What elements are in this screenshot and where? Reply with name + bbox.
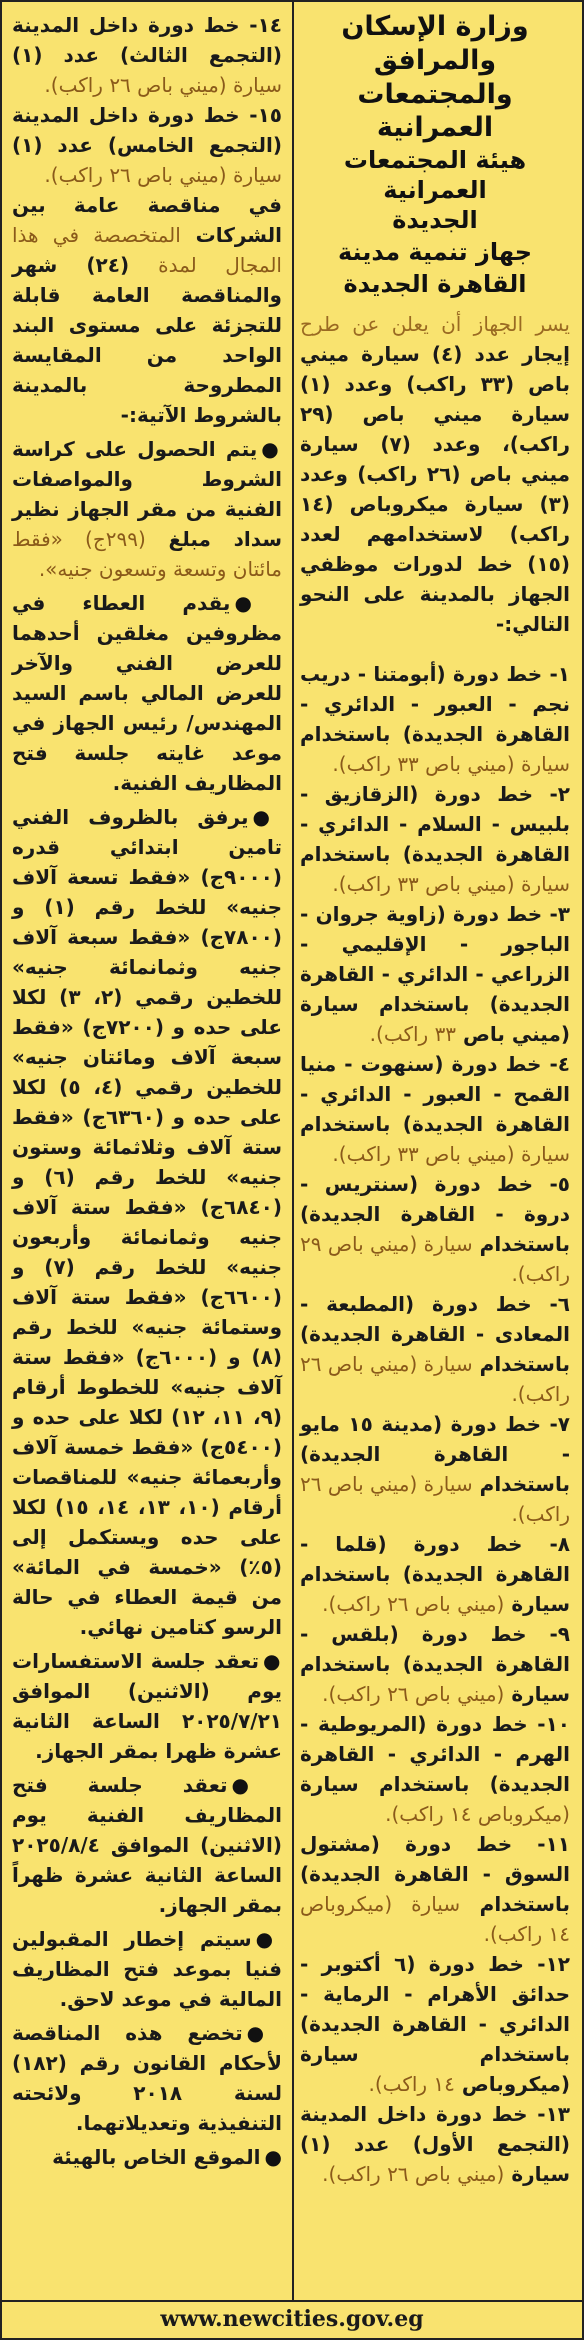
condition-text: سيتم إخطار المقبولين فنيا بموعد فتح المظاريف المالية في موعد لاحق.: [12, 1927, 282, 2011]
route-vehicle: سيارة (ميني باص ٢٩ راكب).: [300, 1232, 570, 1286]
route-text: ٨- خط دورة (قلما - القاهرة الجديدة) باستخدام سيارة: [300, 1532, 570, 1616]
ad-header: [300, 10, 570, 299]
route-vehicle: سيارة (ميني باص ٢٦ راكب).: [44, 163, 282, 187]
route-text: ١٢- خط دورة (٦ أكتوبر - حدائق الأهرام - الرماية - الدائري - القاهرة الجديدة) باستخدام سيارة (ميكروباص: [300, 1952, 570, 2096]
route-text: ٥- خط دورة (سنتريس - دروة - القاهرة الجديدة) باستخدام: [300, 1172, 570, 1256]
route-vehicle: ٣٣ راكب).: [369, 1022, 457, 1046]
bullet-icon: ●: [231, 1773, 282, 1797]
announcement-intro: [300, 309, 570, 639]
ministry-line-2: والمجتمعات العمرانية: [357, 78, 513, 144]
route-vehicle: (ميني باص ٢٦ راكب).: [322, 1682, 505, 1706]
route-vehicle: (ميكروباص ١٤ راكب).: [385, 1802, 570, 1826]
route-vehicle: (ميني باص ٢٦ راكب).: [322, 2162, 505, 2186]
bullet-icon: ●: [234, 591, 283, 615]
route-text: ١٣- خط دورة داخل المدينة (التجمع الأول) عدد (١) سيارة: [300, 2102, 570, 2186]
bullet-icon: ●: [263, 1649, 282, 1673]
route-item: [300, 779, 570, 899]
condition-text: يتم الحصول على كراسة الشروط والمواصفات الفنية من مقر الجهاز نظير سداد مبلغ: [12, 437, 282, 551]
website-link[interactable]: www.newcities.gov.eg: [160, 2306, 424, 2332]
route-text: ١٠- خط دورة (المريوطية - الهرم - الدائري - القاهرة الجديدة) باستخدام سيارة: [300, 1712, 570, 1796]
route-text: ٩- خط دورة (بلقس - القاهرة الجديدة) باستخدام سيارة: [300, 1622, 570, 1706]
route-text: ٣- خط دورة (زاوية جروان - الباجور - الإقليمي - الزراعي - الدائري - القاهرة الجديدة) باستخدام سيارة (ميني باص: [300, 902, 570, 1046]
route-item: [12, 10, 282, 100]
condition-item: [12, 434, 282, 584]
tender-sub: المتخصصة في هذا المجال لمدة: [12, 223, 282, 277]
route-text: ٢- خط دورة (الزقازيق - بلبيس - السلام - الدائري - القاهرة الجديدة) باستخدام: [300, 782, 570, 866]
route-item: [300, 1409, 570, 1529]
route-text: ٧- خط دورة (مدينة ١٥ مايو - القاهرة الجديدة) باستخدام: [300, 1412, 570, 1496]
condition-item: [12, 1646, 282, 1766]
tender-head: في مناقصة عامة بين الشركات: [12, 193, 282, 247]
authority-line-2: الجديدة: [392, 206, 478, 234]
condition-item: [12, 1924, 282, 2014]
condition-text: الموقع الخاص بالهيئة: [52, 2145, 261, 2169]
route-item: [300, 2099, 570, 2189]
tender-tail: (٢٤) شهر والمناقصة العامة قابلة للتجزئة على مستوى البند الواحد من المقايسة المطروحة بالمدينة بالشروط الآتية:-: [12, 253, 282, 427]
condition-item: [12, 2142, 282, 2172]
route-text: ١٥- خط دورة داخل المدينة (التجمع الخامس) عدد (١): [12, 103, 282, 157]
route-item: [300, 1529, 570, 1619]
route-text: ١١- خط دورة (مشتول السوق - القاهرة الجديدة) باستخدام: [300, 1832, 571, 1916]
condition-text: يقدم العطاء في مظروفين مغلقين أحدهما للعرض الفني والآخر للعرض المالي باسم السيد المهندس/ رئيس الجهاز في موعد غايته جلسة فتح المظاريف الفنية.: [12, 591, 282, 795]
route-text: ١- خط دورة (أبومتنا - دريب نجم - العبور - الدائري - القاهرة الجديدة) باستخدام: [300, 662, 570, 746]
right-column: [290, 2, 582, 2300]
route-item: [300, 1049, 570, 1169]
left-column: [2, 2, 292, 2300]
route-vehicle: سيارة (ميني باص ٣٣ راكب).: [332, 1142, 570, 1166]
condition-text: تعقد جلسة الاستفسارات يوم (الاثنين) الموافق ٢٠٢٥/٧/٢١ الساعة الثانية عشرة ظهرا بمقر الجهاز.: [12, 1649, 282, 1763]
condition-text: تخضع هذه المناقصة لأحكام القانون رقم (١٨٢) لسنة ٢٠١٨ ولائحته التنفيذية وتعديلاتهما.: [12, 2021, 282, 2135]
route-item: [300, 1169, 570, 1289]
agency-line-1: جهاز تنمية مدينة: [337, 238, 532, 266]
bullet-icon: ●: [246, 2021, 282, 2045]
bullet-icon: ●: [255, 1927, 282, 1951]
route-item: [300, 1949, 570, 2099]
route-text: ٦- خط دورة (المطبعة - المعادى - القاهرة الجديدة) باستخدام: [300, 1292, 570, 1376]
condition-item: [12, 588, 282, 798]
route-item: [300, 1709, 570, 1829]
route-item: [300, 1829, 570, 1949]
tender-terms: [12, 190, 282, 430]
route-vehicle: سيارة (ميني باص ٣٣ راكب).: [332, 752, 570, 776]
routes-list-part-2: [12, 10, 282, 190]
condition-text: تعقد جلسة فتح المظاريف الفنية يوم (الاثنين) الموافق ٢٠٢٥/٨/٤ الساعة الثانية عشرة ظهراً بمقر الجهاز.: [12, 1773, 282, 1917]
route-item: [300, 659, 570, 779]
route-text: ٤- خط دورة (سنهوت - منيا القمح - العبور - الدائري - القاهرة الجديدة) باستخدام: [300, 1052, 570, 1136]
routes-list-part-1: [300, 659, 570, 2189]
route-vehicle: سيارة (ميكروباص ١٤ راكب).: [300, 1892, 570, 1946]
bullet-icon: ●: [261, 437, 282, 461]
column-divider: [292, 2, 294, 2300]
intro-body: إيجار عدد (٤) سيارة ميني باص (٣٣ راكب) وعدد (١) سيارة ميني باص (٢٩ راكب)، وعدد (٧) سيارة ميني باص (٢٦ راكب) وعدد (٣) سيارة ميكروباص (١٤ راكب) لاستخدامهم لعدد (١٥) خط لدورات موظفي الجهاز بالمدينة على النحو التالي:-: [300, 342, 571, 636]
condition-fee: (٢٩٩ج) «فقط مائتان وتسعة وتسعون جنيه».: [12, 527, 282, 581]
route-vehicle: (ميني باص ٢٦ راكب).: [322, 1592, 505, 1616]
route-item: [300, 1289, 570, 1409]
bullet-icon: ●: [264, 2145, 282, 2169]
route-text: ١٤- خط دورة داخل المدينة (التجمع الثالث) عدد (١): [12, 13, 282, 67]
route-item: [300, 1619, 570, 1709]
condition-item: [12, 1770, 282, 1920]
route-vehicle: سيارة (ميني باص ٢٦ راكب).: [300, 1352, 570, 1406]
condition-text: يرفق بالظروف الفني تامين ابتدائي قدره (٩٠٠٠ج) «فقط تسعة آلاف جنيه» للخط رقم (١) و (٧٨٠٠ج) «فقط سبعة آلاف جنيه وثمانمائة جنيه» للخطين رقمي (٢، ٣) لكلا على حده و (٧٢٠٠ج) «فقط سبعة آلاف ومائتان جنيه» للخطين رقمي (٤، ٥) لكلا على حده و (٦٣٦٠ج) «فقط ستة آلاف وثلاثمائة وستون جنيه» للخط رقم (٦) و (٦٨٤٠ج) «فقط ستة آلاف جنيه وثمانمائة وأربعون جنيه» للخط رقم (٧) و (٦٦٠٠ج) «فقط ستة آلاف وستمائة جنيه» للخط رقم (٨) و (٦٠٠٠ج) «فقط ستة آلاف جنيه» للخطوط أرقام (٩، ١١، ١٢) لكلا على حده و (٥٤٠٠ج) «فقط خمسة آلاف وأربعمائة جنيه» للمناقصات أرقام (١٠، ١٣، ١٤، ١٥) لكلا على حده ويستكمل إلى (٥٪) «خمسة في المائة» من قيمة العطاء في حالة الرسو كتامين نهائي.: [12, 805, 283, 1639]
route-vehicle: سيارة (ميني باص ٣٣ راكب).: [332, 872, 570, 896]
route-vehicle: سيارة (ميني باص ٢٦ راكب).: [300, 1472, 570, 1526]
ministry-line-1: وزارة الإسكان والمرافق: [341, 11, 529, 76]
intro-lead: يسر الجهاز أن يعلن عن طرح: [300, 312, 570, 336]
website-footer: [2, 2300, 582, 2338]
route-vehicle: ١٤ راكب).: [368, 2072, 455, 2096]
condition-item: [12, 802, 282, 1642]
authority-line-1: هيئة المجتمعات العمرانية: [343, 146, 527, 204]
agency-line-2: القاهرة الجديدة: [343, 270, 527, 298]
route-vehicle: سيارة (ميني باص ٢٦ راكب).: [44, 73, 282, 97]
condition-item: [12, 2018, 282, 2138]
route-item: [12, 100, 282, 190]
bullet-icon: ●: [252, 805, 282, 829]
route-item: [300, 899, 570, 1049]
conditions-list: [12, 434, 282, 2172]
